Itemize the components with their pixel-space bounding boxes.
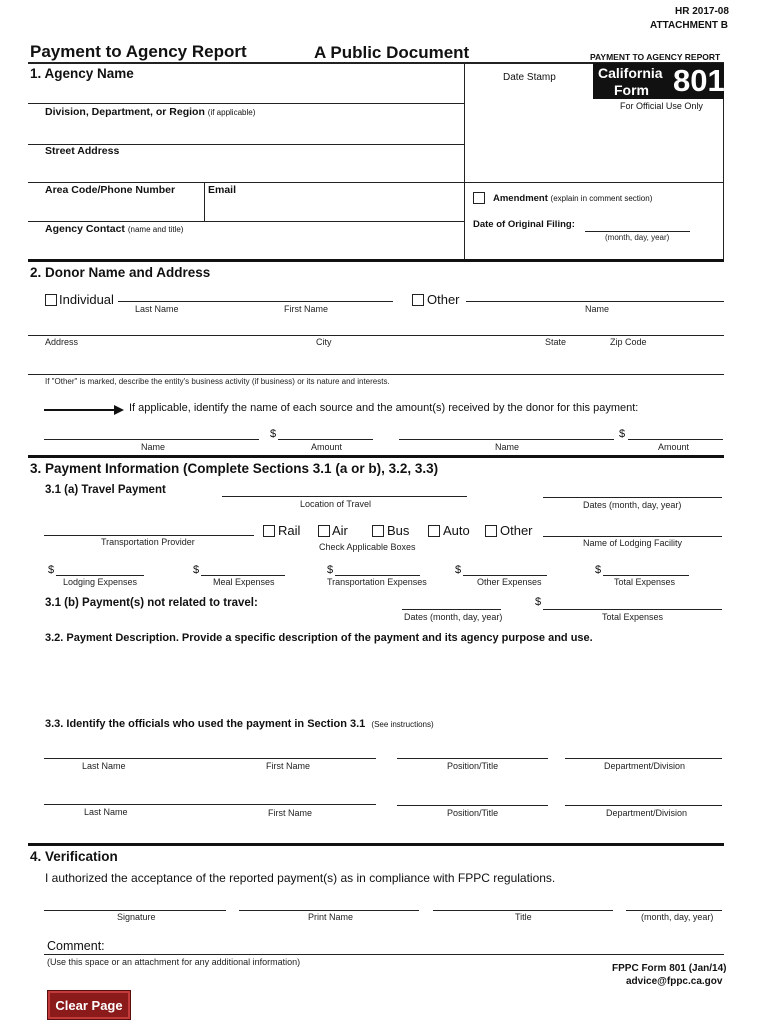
lodging-facility-line[interactable] <box>543 536 722 537</box>
officials-title: 3.3. Identify the officials who used the payment in Section 3.1 (See instructions) <box>45 718 434 730</box>
nontravel-total-label: Total Expenses <box>602 612 664 622</box>
amendment-checkbox[interactable] <box>473 192 485 204</box>
hr-number: HR 2017-08 <box>675 6 729 17</box>
meal-expense-line[interactable] <box>201 575 285 576</box>
sources-note: If applicable, identify the name of each source and the amount(s) received by the donor for this payment: <box>129 402 639 414</box>
other-label: Other <box>427 292 460 307</box>
date-stamp-left-border <box>464 62 465 260</box>
comment-label: Comment: <box>47 939 105 953</box>
official-1-dept-label: Department/Division <box>604 761 686 771</box>
arrow-right-icon <box>44 404 124 416</box>
bus-label: Bus <box>387 523 410 538</box>
form-title: Payment to Agency Report <box>30 42 247 61</box>
nontravel-total-line[interactable] <box>543 609 722 610</box>
official-1-last-label: Last Name <box>82 761 126 771</box>
clear-page-button[interactable]: Clear Page <box>48 991 130 1019</box>
individual-checkbox[interactable] <box>45 294 57 306</box>
last-name-label: Last Name <box>135 304 179 314</box>
section-2-bottom-rule <box>28 455 724 458</box>
form-label: Form <box>614 82 649 98</box>
meal-dollar: $ <box>193 564 200 576</box>
official-1-dept-line[interactable] <box>565 758 722 759</box>
city-label: City <box>316 337 332 347</box>
source-2-amount-label: Amount <box>658 442 690 452</box>
verification-statement: I authorized the acceptance of the reported payment(s) as in compliance with FPPC regulations. <box>45 871 556 885</box>
source-2-name-label: Name <box>495 442 520 452</box>
original-filing-hint: (month, day, year) <box>605 233 670 242</box>
total-expense-line[interactable] <box>603 575 689 576</box>
other-expense-line[interactable] <box>463 575 547 576</box>
section-1-bottom-rule <box>28 259 724 262</box>
source-1-name-label: Name <box>141 442 166 452</box>
other-expense-dollar: $ <box>455 564 462 576</box>
lodging-dollar: $ <box>48 564 55 576</box>
email-label: Email <box>208 184 237 196</box>
official-1-name-line[interactable] <box>44 758 376 759</box>
form-caption: PAYMENT TO AGENCY REPORT <box>590 52 721 62</box>
source-2-amount-line[interactable] <box>628 439 723 440</box>
official-2-position-label: Position/Title <box>447 808 499 818</box>
check-boxes-label: Check Applicable Boxes <box>319 542 416 552</box>
auto-checkbox[interactable] <box>428 525 440 537</box>
agency-contact-label: Agency Contact (name and title) <box>45 223 184 235</box>
official-2-position-line[interactable] <box>397 805 548 806</box>
comment-note: (Use this space or an attachment for any additional information) <box>47 957 301 967</box>
official-2-dept-label: Department/Division <box>606 808 688 818</box>
transport-provider-line[interactable] <box>44 535 254 536</box>
nontravel-dollar: $ <box>535 596 542 608</box>
street-address-label: Street Address <box>45 145 120 157</box>
title-line[interactable] <box>433 910 613 911</box>
rail-label: Rail <box>278 523 301 538</box>
fppc-form-id: FPPC Form 801 (Jan/14) <box>612 963 727 974</box>
form-801-badge <box>593 63 724 99</box>
other-name-line[interactable] <box>466 301 724 302</box>
source-1-amount-label: Amount <box>311 442 343 452</box>
official-2-first-label: First Name <box>268 808 313 818</box>
division-label: Division, Department, or Region (if applicable) <box>45 106 256 118</box>
source-1-amount-line[interactable] <box>278 439 373 440</box>
section-1-title: 1. Agency Name <box>30 66 134 81</box>
amendment-label: Amendment (explain in comment section) <box>493 193 653 204</box>
location-line[interactable] <box>222 496 467 497</box>
other-description-line[interactable] <box>28 374 724 375</box>
address-label: Address <box>45 337 79 347</box>
zip-label: Zip Code <box>610 337 647 347</box>
official-2-name-line[interactable] <box>44 804 376 805</box>
official-2-dept-line[interactable] <box>565 805 722 806</box>
nontravel-title: 3.1 (b) Payment(s) not related to travel: <box>45 597 258 609</box>
original-filing-label: Date of Original Filing: <box>473 219 575 230</box>
rail-checkbox[interactable] <box>263 525 275 537</box>
signature-label: Signature <box>117 912 156 922</box>
total-expense-dollar: $ <box>595 564 602 576</box>
transport-expense-line[interactable] <box>335 575 420 576</box>
official-use-label: For Official Use Only <box>620 101 703 111</box>
state-label: California <box>598 65 663 81</box>
other-expense-label: Other Expenses <box>477 577 542 587</box>
source-2-name-line[interactable] <box>399 439 614 440</box>
phone-label: Area Code/Phone Number <box>45 184 176 196</box>
amendment-note: (explain in comment section) <box>550 194 653 203</box>
section-2-title: 2. Donor Name and Address <box>30 265 211 280</box>
address-line[interactable] <box>28 335 724 336</box>
source-1-dollar: $ <box>270 428 277 440</box>
transport-expense-label: Transportation Expenses <box>327 577 427 587</box>
travel-payment-title: 3.1 (a) Travel Payment <box>45 484 166 496</box>
other-mode-checkbox[interactable] <box>485 525 497 537</box>
official-1-first-label: First Name <box>266 761 311 771</box>
other-mode-label: Other <box>500 523 533 538</box>
title-label: Title <box>515 912 532 922</box>
official-1-position-label: Position/Title <box>447 761 499 771</box>
individual-name-line[interactable] <box>118 301 393 302</box>
officials-note: (See instructions) <box>371 720 434 729</box>
first-name-label: First Name <box>284 304 329 314</box>
agency-name-line[interactable] <box>28 103 464 104</box>
other-checkbox[interactable] <box>412 294 424 306</box>
transport-provider-label: Transportation Provider <box>101 537 195 547</box>
lodging-facility-label: Name of Lodging Facility <box>583 538 683 548</box>
attachment-label: ATTACHMENT B <box>650 20 728 31</box>
verification-date-label: (month, day, year) <box>641 912 714 922</box>
travel-dates-label: Dates (month, day, year) <box>583 500 682 510</box>
official-1-position-line[interactable] <box>397 758 548 759</box>
phone-email-line[interactable] <box>28 221 464 222</box>
state-label-donor: State <box>545 337 567 347</box>
payment-description-title: 3.2. Payment Description. Provide a specific description of the payment and its agency purpose and use. <box>45 632 593 644</box>
print-name-line[interactable] <box>239 910 419 911</box>
total-expense-label: Total Expenses <box>614 577 676 587</box>
print-name-label: Print Name <box>308 912 354 922</box>
transport-dollar: $ <box>327 564 334 576</box>
verification-date-line[interactable] <box>626 910 722 911</box>
individual-label: Individual <box>59 292 114 307</box>
air-checkbox[interactable] <box>318 525 330 537</box>
meal-expense-label: Meal Expenses <box>213 577 275 587</box>
bus-checkbox[interactable] <box>372 525 384 537</box>
air-label: Air <box>332 523 348 538</box>
name-label: Name <box>585 304 610 314</box>
fppc-email: advice@fppc.ca.gov <box>626 976 723 987</box>
section-3-bottom-rule <box>28 843 724 846</box>
payment-description-area[interactable] <box>45 652 721 710</box>
signature-line[interactable] <box>44 910 226 911</box>
source-1-name-line[interactable] <box>44 439 259 440</box>
other-description-note: If "Other" is marked, describe the entity's business activity (if business) or its nature and interests. <box>45 377 390 386</box>
travel-dates-line[interactable] <box>543 497 722 498</box>
nontravel-dates-label: Dates (month, day, year) <box>404 612 503 622</box>
form-number: 801 <box>673 63 725 98</box>
auto-label: Auto <box>443 523 470 538</box>
right-border <box>723 99 724 260</box>
street-address-line[interactable] <box>28 182 724 183</box>
phone-email-divider <box>204 182 205 222</box>
lodging-expense-line[interactable] <box>56 575 144 576</box>
official-2-last-label: Last Name <box>84 807 128 817</box>
nontravel-dates-line[interactable] <box>402 609 501 610</box>
contact-note: (name and title) <box>127 225 184 234</box>
division-note: (if applicable) <box>207 108 256 117</box>
lodging-expense-label: Lodging Expenses <box>63 577 138 587</box>
original-filing-line[interactable] <box>585 231 690 232</box>
source-2-dollar: $ <box>619 428 626 440</box>
location-label: Location of Travel <box>300 499 372 509</box>
section-3-title: 3. Payment Information (Complete Sections 3.1 (a or b), 3.2, 3.3) <box>30 461 439 476</box>
section-4-title: 4. Verification <box>30 849 118 864</box>
comment-line[interactable] <box>44 954 724 955</box>
public-document-label: A Public Document <box>314 43 470 62</box>
date-stamp-label: Date Stamp <box>503 72 556 83</box>
